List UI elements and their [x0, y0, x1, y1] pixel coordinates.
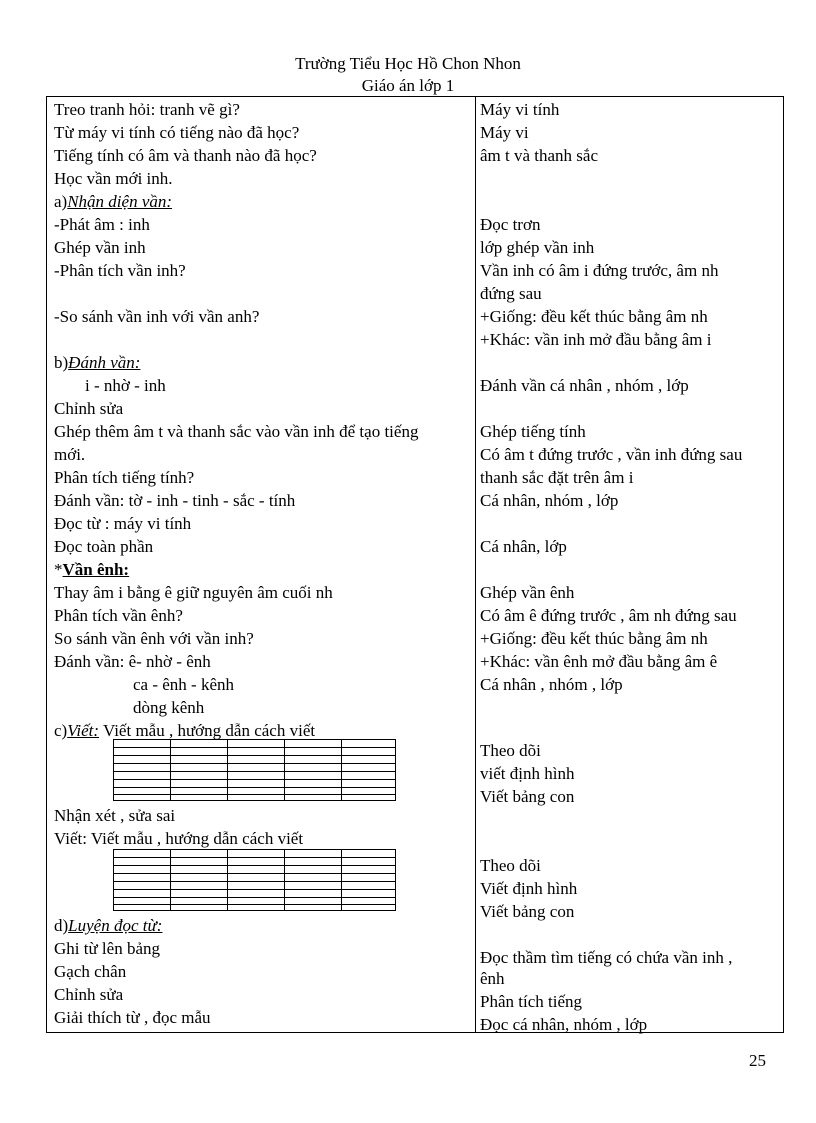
student-line: Viết định hình	[480, 879, 578, 898]
teacher-line: Ghi từ lên bảng	[54, 939, 161, 958]
teacher-line: mới.	[54, 445, 86, 464]
student-line: Theo dõi	[480, 856, 541, 875]
teacher-line: Thay âm i bằng ê giữ nguyên âm cuối nh	[54, 583, 333, 602]
teacher-line: So sánh vần ênh với vần inh?	[54, 629, 254, 648]
teacher-line: Giải thích từ , đọc mẫu	[54, 1008, 211, 1027]
lesson-title: Giáo án lớp 1	[361, 76, 455, 95]
student-line: Cá nhân , nhóm , lớp	[480, 675, 623, 694]
student-line: Máy vi	[480, 123, 529, 142]
teacher-line: Đánh vần: ê- nhờ - ênh	[54, 652, 211, 671]
lesson-table	[46, 96, 784, 1033]
section-a-heading	[54, 191, 172, 212]
student-line: +Khác: vần inh mở đầu bằng âm i	[480, 330, 712, 349]
star-mark: *	[54, 560, 63, 579]
teacher-line: Phân tích vần ênh?	[54, 606, 183, 625]
student-line: Có âm ê đứng trước , âm nh đứng sau	[480, 606, 737, 625]
teacher-line: Viết: Viết mẫu , hướng dẫn cách viết	[54, 829, 304, 848]
student-line: Cá nhân, nhóm , lớp	[480, 491, 619, 510]
teacher-line: Đọc toàn phần	[54, 537, 154, 556]
teacher-line: Đánh vần: tờ - inh - tinh - sắc - tính	[54, 491, 296, 510]
teacher-line: Từ máy vi tính có tiếng nào đã học?	[54, 123, 300, 142]
section-prefix: c)	[54, 721, 68, 740]
student-line: Theo dõi	[480, 741, 541, 760]
section-prefix: a)	[54, 192, 68, 211]
section-c-heading	[54, 720, 315, 741]
student-line: âm t và thanh sắc	[480, 146, 599, 165]
student-line: +Khác: vần ênh mở đầu bằng âm ê	[480, 652, 718, 671]
teacher-line: dòng kênh	[133, 698, 205, 717]
student-line: Ghép tiếng tính	[480, 422, 586, 441]
section-prefix: d)	[54, 916, 69, 935]
page-number: 25	[749, 1051, 766, 1070]
student-line: Đọc cá nhân, nhóm , lớp	[480, 1015, 648, 1034]
teacher-line: Chỉnh sửa	[54, 399, 124, 418]
student-line: Đọc trơn	[480, 215, 541, 234]
section-rest: Viết mẫu , hướng dẫn cách viết	[99, 721, 316, 740]
student-line: ênh	[480, 969, 505, 988]
teacher-line: Ghép thêm âm t và thanh sắc vào vần inh để tạo tiếng	[54, 422, 419, 441]
enh-heading	[54, 559, 129, 580]
teacher-line: Tiếng tính có âm và thanh nào đã học?	[54, 146, 317, 165]
student-line: Cá nhân, lớp	[480, 537, 567, 556]
teacher-line: Đọc từ : máy vi tính	[54, 514, 192, 533]
teacher-line: Phân tích tiếng tính?	[54, 468, 195, 487]
teacher-line: Gạch chân	[54, 962, 127, 981]
section-title: Luyện đọc từ:	[68, 916, 163, 935]
teacher-line: -Phân tích vần inh?	[54, 261, 186, 280]
section-title: Nhận diện vần:	[67, 192, 173, 211]
teacher-line: Treo tranh hỏi: tranh vẽ gì?	[54, 100, 240, 119]
school-name: Trường Tiểu Học Hồ Chon Nhon	[295, 54, 521, 73]
section-prefix: b)	[54, 353, 69, 372]
section-b-heading	[54, 352, 140, 373]
student-line: +Giống: đều kết thúc bằng âm nh	[480, 307, 708, 326]
student-line: Vần inh có âm i đứng trước, âm nh	[480, 261, 719, 280]
student-line: Viết bảng con	[480, 902, 575, 921]
student-line: +Giống: đều kết thúc bằng âm nh	[480, 629, 708, 648]
student-line: đứng sau	[480, 284, 542, 303]
student-line: Có âm t đứng trước , vần inh đứng sau	[480, 445, 743, 464]
writing-grid	[113, 739, 396, 801]
teacher-line: Ghép vần inh	[54, 238, 146, 257]
teacher-line: Học vần mới inh.	[54, 169, 173, 188]
section-title: Vần ênh:	[62, 560, 130, 579]
student-line: thanh sắc đặt trên âm i	[480, 468, 634, 487]
teacher-line: ca - ênh - kênh	[133, 675, 235, 694]
section-title: Đánh vần:	[68, 353, 141, 372]
teacher-line: i - nhờ - inh	[85, 376, 166, 395]
writing-grid	[113, 849, 396, 911]
student-line: viết định hình	[480, 764, 575, 783]
student-line: Đọc thầm tìm tiếng có chứa vần inh ,	[480, 948, 733, 967]
teacher-line: Nhận xét , sửa sai	[54, 806, 176, 825]
student-line: lớp ghép vần inh	[480, 238, 595, 257]
student-line: Viết bảng con	[480, 787, 575, 806]
column-divider	[475, 97, 476, 1032]
student-line: Máy vi tính	[480, 100, 560, 119]
student-line: Ghép vần ênh	[480, 583, 575, 602]
student-line: Phân tích tiếng	[480, 992, 582, 1011]
teacher-line: -Phát âm : inh	[54, 215, 150, 234]
section-title: Viết:	[67, 721, 99, 740]
section-d-heading	[54, 915, 162, 936]
teacher-line: Chỉnh sửa	[54, 985, 124, 1004]
teacher-line: -So sánh vần inh với vần anh?	[54, 307, 260, 326]
student-line: Đánh vần cá nhân , nhóm , lớp	[480, 376, 689, 395]
